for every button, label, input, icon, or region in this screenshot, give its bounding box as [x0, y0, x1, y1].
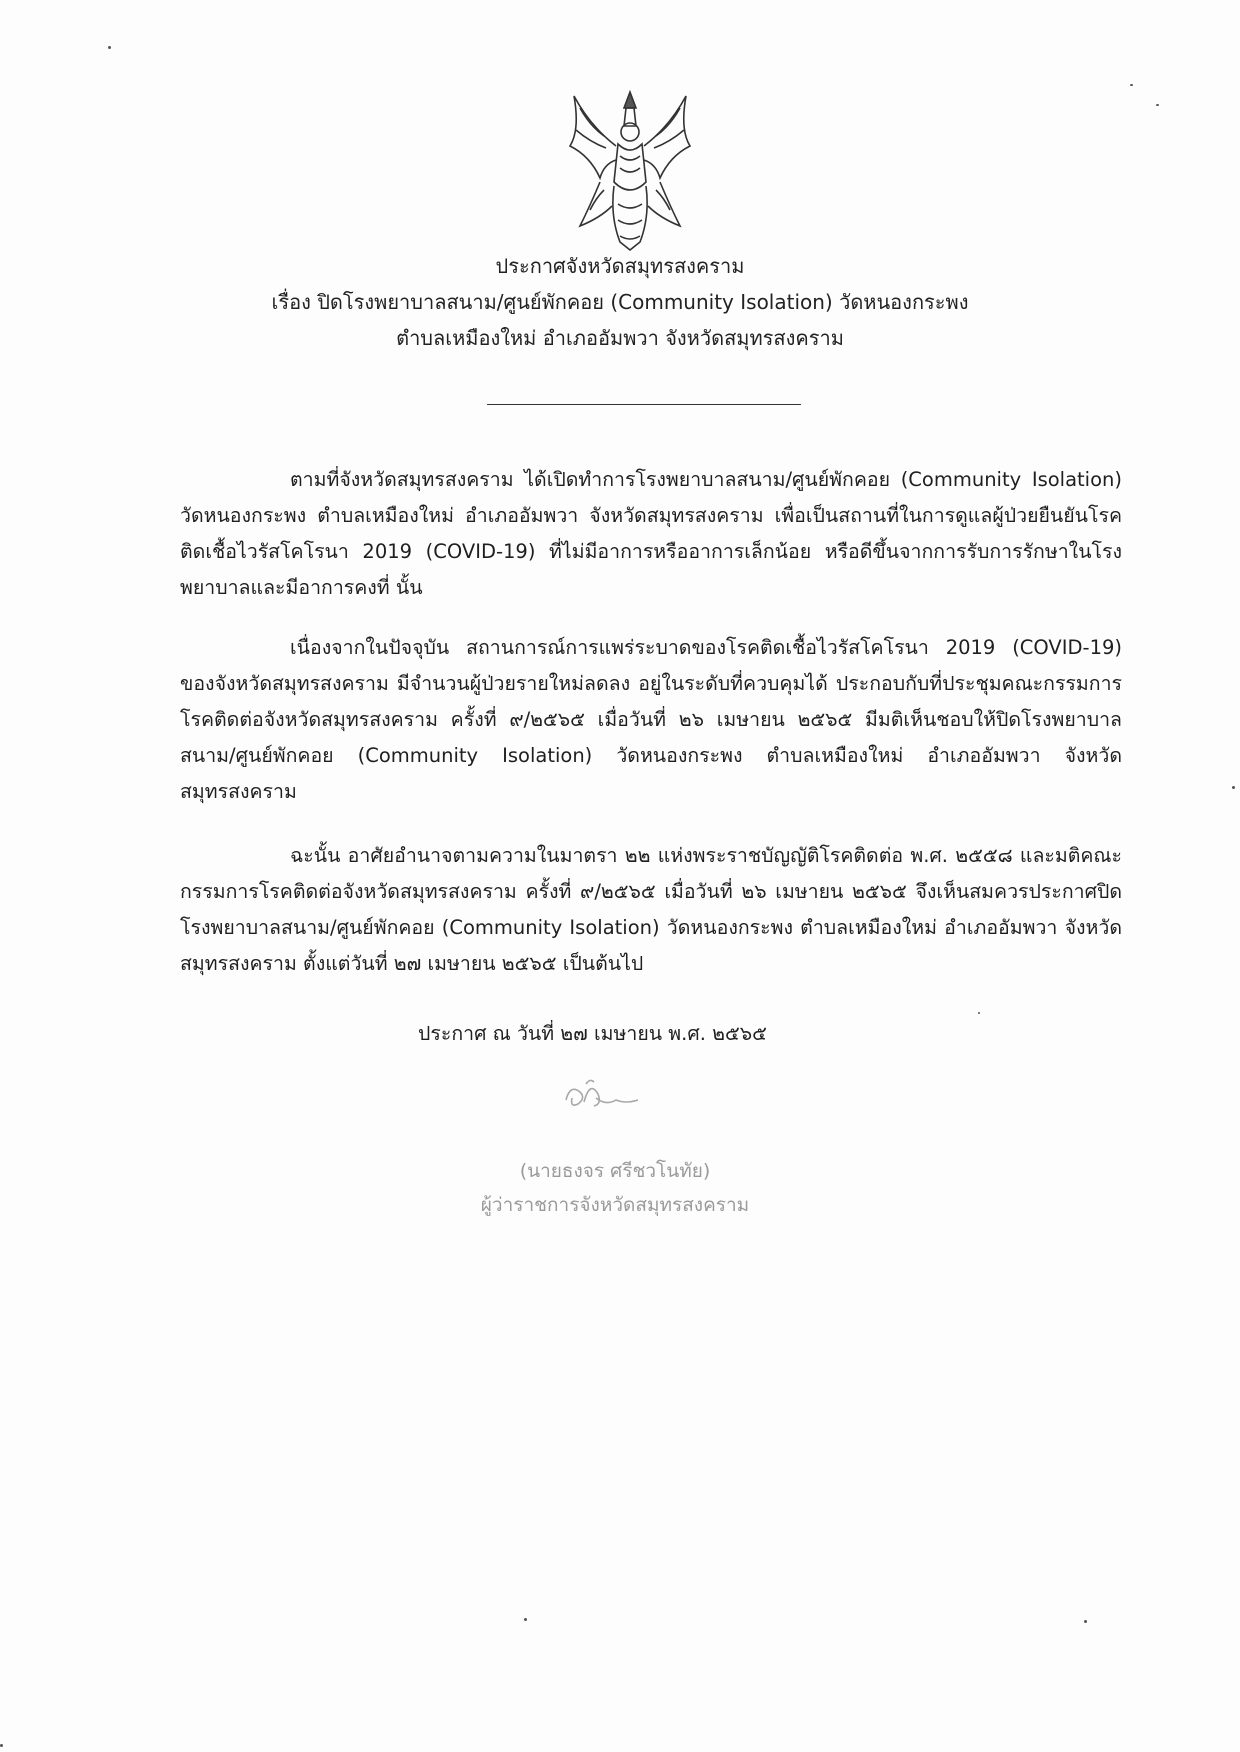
garuda-emblem-icon — [560, 86, 700, 256]
paragraph-3 — [180, 838, 1122, 982]
scan-speck — [1156, 104, 1159, 106]
scan-speck — [0, 1744, 3, 1747]
heading-line-1: ประกาศจังหวัดสมุทรสงคราม — [495, 254, 745, 278]
paragraph-2-text: เนื่องจากในปัจจุบัน สถานการณ์การแพร่ระบาดของโรคติดเชื้อไวรัสโคโรนา 2019 (COVID-19) ของจังหวัดสมุทรสงคราม มีจำนวนผู้ป่วยรายใหม่ลดลง อยู่ในระดับที่ควบคุมได้ ประกอบกับที่ประชุมคณะกรรมการโรคติดต่อจังหวัดสมุทรสงคราม ครั้งที่ ๙/๒๕๖๕ เมื่อวันที่ ๒๖ เมษายน ๒๕๖๕ มีมติเห็นชอบให้ปิดโรงพยาบาลสนาม/ศูนย์พักคอย (Community Isolation) วัดหนองกระพง ตำบลเหมืองใหม่ อำเภออัมพวา จังหวัดสมุทรสงคราม — [180, 636, 1122, 803]
scan-speck — [1084, 1620, 1087, 1623]
document-heading — [0, 248, 1240, 356]
heading-divider — [487, 404, 801, 405]
paragraph-2 — [180, 630, 1122, 810]
signatory-title: ผู้ว่าราชการจังหวัดสมุทรสงคราม — [480, 1194, 750, 1216]
signatory-name: (นายธงจร ศรีชวโนทัย) — [519, 1160, 711, 1182]
paragraph-1 — [180, 462, 1122, 606]
scan-speck — [524, 1618, 527, 1621]
heading-line-3: ตำบลเหมืองใหม่ อำเภออัมพวา จังหวัดสมุทรสงคราม — [396, 326, 844, 350]
scan-speck — [1232, 786, 1235, 789]
scan-speck — [1130, 84, 1133, 86]
paragraph-1-text: ตามที่จังหวัดสมุทรสงคราม ได้เปิดทำการโรงพยาบาลสนาม/ศูนย์พักคอย (Community Isolation) วัดหนองกระพง ตำบลเหมืองใหม่ อำเภออัมพวา จังหวัดสมุทรสงคราม เพื่อเป็นสถานที่ในการดูแลผู้ป่วยยืนยันโรคติดเชื้อไวรัสโคโรนา 2019 (COVID-19) ที่ไม่มีอาการหรืออาการเล็กน้อย หรือดีขึ้นจากการรับการรักษาในโรงพยาบาลและมีอาการคงที่ นั้น — [180, 468, 1122, 599]
paragraph-3-text: ฉะนั้น อาศัยอำนาจตามความในมาตรา ๒๒ แห่งพระราชบัญญัติโรคติดต่อ พ.ศ. ๒๕๕๘ และมติคณะกรรมการโรคติดต่อจังหวัดสมุทรสงคราม ครั้งที่ ๙/๒๕๖๕ เมื่อวันที่ ๒๖ เมษายน ๒๕๖๕ จึงเห็นสมควรประกาศปิดโรงพยาบาลสนาม/ศูนย์พักคอย (Community Isolation) วัดหนองกระพง ตำบลเหมืองใหม่ อำเภออัมพวา จังหวัดสมุทรสงคราม ตั้งแต่วันที่ ๒๗ เมษายน ๒๕๖๕ เป็นต้นไป — [180, 844, 1122, 975]
scan-speck — [108, 46, 111, 49]
signature-icon — [556, 1070, 646, 1120]
scan-speck — [978, 1012, 980, 1014]
heading-line-2: เรื่อง ปิดโรงพยาบาลสนาม/ศูนย์พักคอย (Community Isolation) วัดหนองกระพง — [271, 290, 969, 314]
announcement-date: ประกาศ ณ วันที่ ๒๗ เมษายน พ.ศ. ๒๕๖๕ — [418, 1022, 767, 1045]
